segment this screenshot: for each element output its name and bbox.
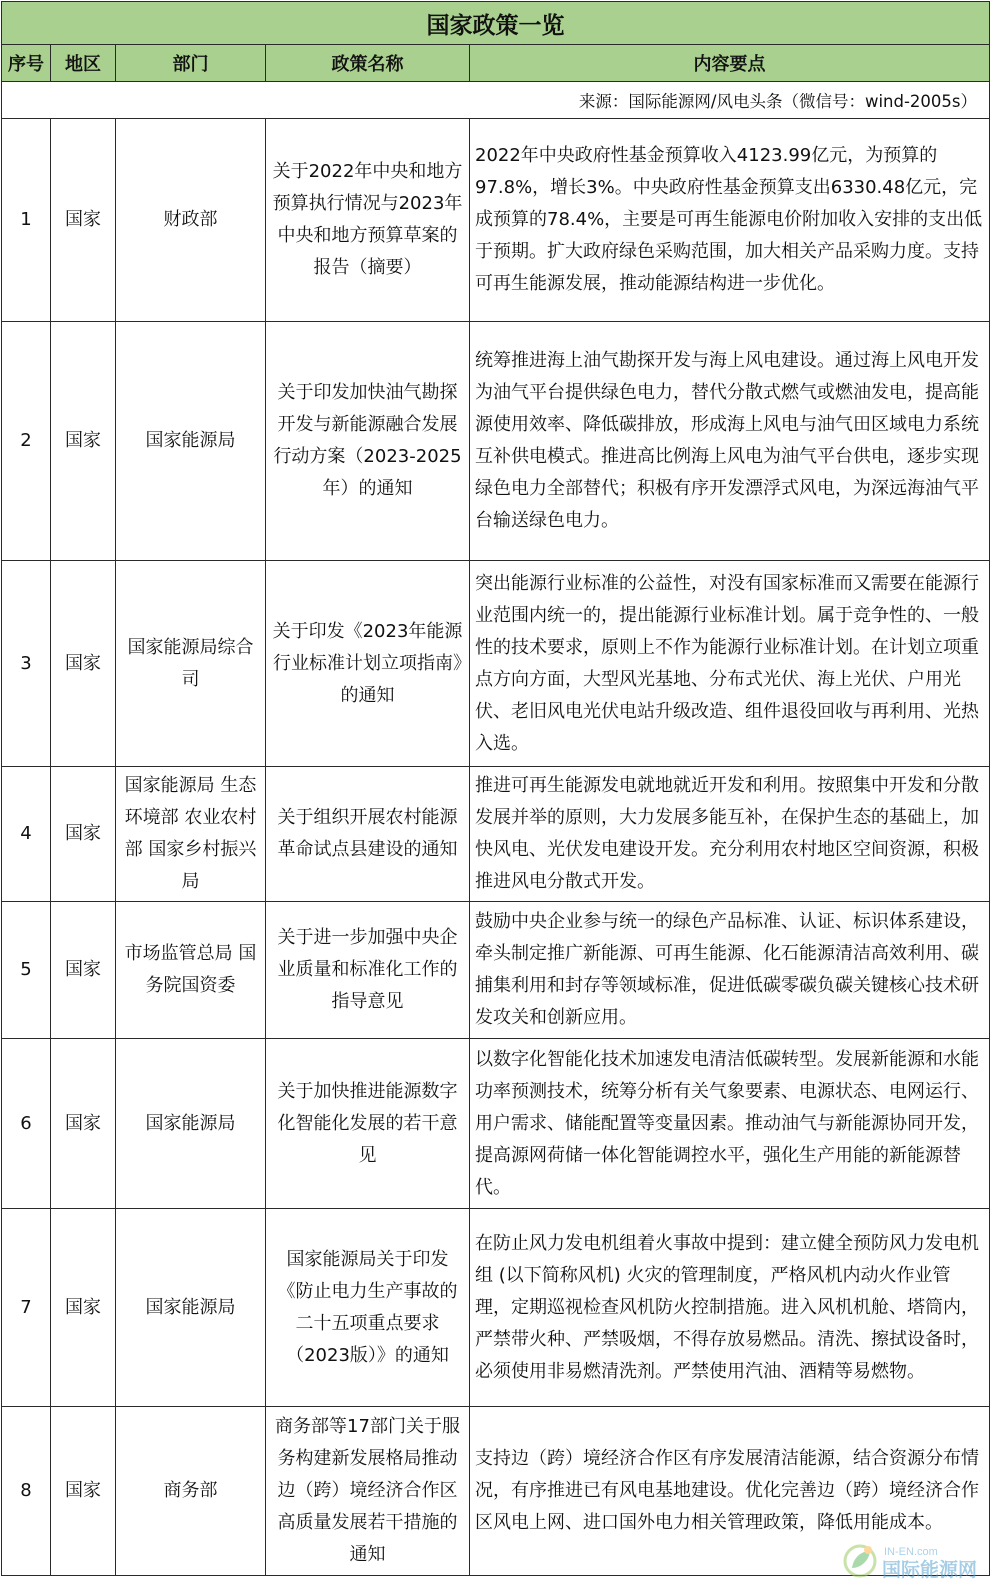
table-row (2, 767, 990, 902)
row-number: 3 (2, 561, 51, 767)
row-department: 国家能源局 (116, 1209, 266, 1407)
row-region: 国家 (51, 119, 116, 322)
column-header-policy: 政策名称 (266, 45, 470, 82)
row-region: 国家 (51, 1209, 116, 1407)
row-department: 国家能源局 (116, 322, 266, 561)
row-content: 以数字化智能化技术加速发电清洁低碳转型。发展新能源和水能功率预测技术，统筹分析有关气象要素、电源状态、电网运行、用户需求、储能配置等变量因素。推动油气与新能源协同开发，提高源网荷储一体化智能调控水平，强化生产用能的新能源替代。 (470, 1039, 990, 1209)
row-department: 市场监管总局 国务院国资委 (116, 902, 266, 1039)
table-row (2, 561, 990, 767)
row-content: 推进可再生能源发电就地就近开发和利用。按照集中开发和分散发展并举的原则，大力发展多能互补，在保护生态的基础上，加快风电、光伏发电建设开发。充分利用农村地区空间资源，积极推进风电分散式开发。 (470, 767, 990, 902)
row-policy-name: 关于2022年中央和地方预算执行情况与2023年中央和地方预算草案的报告（摘要） (266, 119, 470, 322)
row-policy-name: 关于加快推进能源数字化智能化发展的若干意见 (266, 1039, 470, 1209)
row-department: 财政部 (116, 119, 266, 322)
row-content: 鼓励中央企业参与统一的绿色产品标准、认证、标识体系建设，牵头制定推广新能源、可再生能源、化石能源清洁高效利用、碳捕集利用和封存等领域标准，促进低碳零碳负碳关键核心技术研发攻关和创新应用。 (470, 902, 990, 1039)
row-content: 突出能源行业标准的公益性，对没有国家标准而又需要在能源行业范围内统一的，提出能源行业标准计划。属于竞争性的、一般性的技术要求，原则上不作为能源行业标准计划。在计划立项重点方向方面，大型风光基地、分布式光伏、海上光伏、户用光伏、老旧风电光伏电站升级改造、组件退役回收与再利用、光热入选。 (470, 561, 990, 767)
table-row (2, 322, 990, 561)
row-content: 统筹推进海上油气勘探开发与海上风电建设。通过海上风电开发为油气平台提供绿色电力，替代分散式燃气或燃油发电，提高能源使用效率、降低碳排放，形成海上风电与油气田区域电力系统互补供电模式。推进高比例海上风电为油气平台供电，逐步实现绿色电力全部替代；积极有序开发漂浮式风电，为深远海油气平台输送绿色电力。 (470, 322, 990, 561)
watermark-latin: IN-EN.com (884, 1546, 938, 1558)
table-row (2, 902, 990, 1039)
row-content: 2022年中央政府性基金预算收入4123.99亿元，为预算的97.8%，增长3%。中央政府性基金预算支出6330.48亿元，完成预算的78.4%，主要是可再生能源电价附加收入安排的支出低于预期。扩大政府绿色采购范围，加大相关产品采购力度。支持可再生能源发展，推动能源结构进一步优化。 (470, 119, 990, 322)
row-policy-name: 商务部等17部门关于服务构建新发展格局推动边（跨）境经济合作区高质量发展若干措施的通知 (266, 1407, 470, 1576)
header-row (2, 45, 990, 82)
column-header-region: 地区 (51, 45, 116, 82)
row-department: 国家能源局 (116, 1039, 266, 1209)
row-policy-name: 国家能源局关于印发《防止电力生产事故的二十五项重点要求（2023版）》的通知 (266, 1209, 470, 1407)
row-department: 国家能源局综合司 (116, 561, 266, 767)
row-content: 支持边（跨）境经济合作区有序发展清洁能源，结合资源分布情况，有序推进已有风电基地建设。优化完善边（跨）境经济合作区风电上网、进口国外电力相关管理政策，降低用能成本。 (470, 1407, 990, 1576)
row-region: 国家 (51, 767, 116, 902)
row-region: 国家 (51, 1039, 116, 1209)
row-content: 在防止风力发电机组着火事故中提到：建立健全预防风力发电机组 (以下简称风机) 火灾的管理制度，严格风机内动火作业管理，定期巡视检查风机防火控制措施。进入风机机舱、塔筒内，严禁带火种、严禁吸烟，不得存放易燃品。清洗、擦拭设备时，必须使用非易燃清洗剂。严禁使用汽油、酒精等易燃物。 (470, 1209, 990, 1407)
leaf-logo-icon (838, 1538, 988, 1584)
column-header-content: 内容要点 (470, 45, 990, 82)
table-title: 国家政策一览 (2, 2, 990, 45)
column-header-dept: 部门 (116, 45, 266, 82)
row-department: 国家能源局 生态环境部 农业农村部 国家乡村振兴局 (116, 767, 266, 902)
column-header-no: 序号 (2, 45, 51, 82)
row-number: 6 (2, 1039, 51, 1209)
watermark-cn: 国际能源网 (882, 1559, 978, 1581)
watermark-logo (838, 1538, 988, 1584)
table-row (2, 1039, 990, 1209)
row-number: 5 (2, 902, 51, 1039)
row-region: 国家 (51, 561, 116, 767)
row-region: 国家 (51, 902, 116, 1039)
table-row (2, 1209, 990, 1407)
source-note: 来源：国际能源网/风电头条（微信号：wind-2005s） (2, 82, 990, 119)
row-policy-name: 关于印发加快油气勘探开发与新能源融合发展行动方案（2023-2025年）的通知 (266, 322, 470, 561)
row-department: 商务部 (116, 1407, 266, 1576)
row-number: 8 (2, 1407, 51, 1576)
row-number: 7 (2, 1209, 51, 1407)
policy-table (1, 1, 990, 1576)
row-region: 国家 (51, 322, 116, 561)
row-policy-name: 关于组织开展农村能源革命试点县建设的通知 (266, 767, 470, 902)
row-number: 4 (2, 767, 51, 902)
row-number: 1 (2, 119, 51, 322)
table-row (2, 119, 990, 322)
row-policy-name: 关于印发《2023年能源行业标准计划立项指南》的通知 (266, 561, 470, 767)
row-number: 2 (2, 322, 51, 561)
row-policy-name: 关于进一步加强中央企业质量和标准化工作的指导意见 (266, 902, 470, 1039)
row-region: 国家 (51, 1407, 116, 1576)
